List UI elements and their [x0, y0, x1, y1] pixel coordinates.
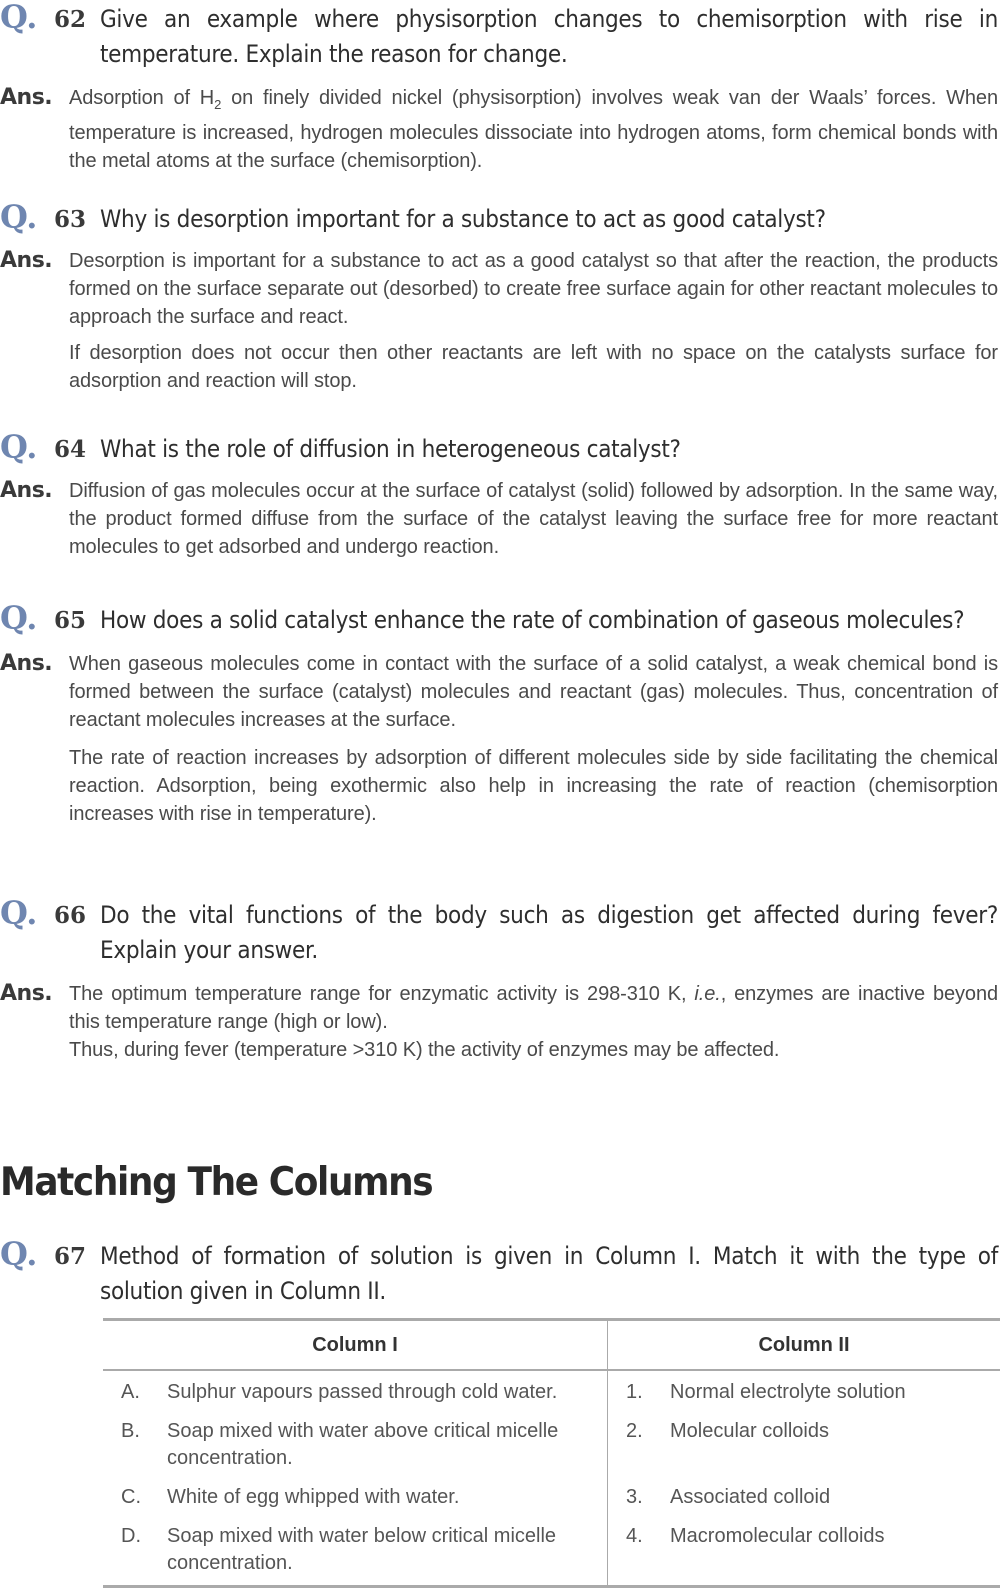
answer-text [69, 980, 998, 1064]
question-header [0, 603, 1000, 638]
question-text: Give an example where physisorption changes to chemisorption with rise in temperature. Explain the reason for change. [100, 2, 998, 72]
answer-label: Ans. [0, 84, 52, 112]
question-65 [0, 603, 1000, 828]
question-62 [0, 2, 1000, 175]
answer-text-part: on finely divided nickel (physisorption) involves weak van der Waals’ forces. When temperature is increased, hydrogen molecules dissociate into hydrogen atoms, form chemical bonds with the metal atoms at the surface (chemisorption). [69, 87, 998, 172]
answer-text [69, 650, 998, 828]
answer-text [69, 247, 998, 395]
answer-label: Ans. [0, 980, 52, 1008]
table-row [103, 1410, 1000, 1476]
question-number: 63 [54, 203, 86, 237]
row-letter: A. [103, 1370, 167, 1410]
question-64 [0, 432, 1000, 561]
answer-block [0, 980, 1000, 1064]
question-header [0, 202, 1000, 237]
row-column-1-text: White of egg whipped with water. [167, 1476, 608, 1515]
question-header [0, 898, 1000, 968]
matching-table [103, 1318, 1000, 1588]
question-number: 66 [54, 899, 86, 933]
answer-block [0, 84, 1000, 175]
question-text: Do the vital functions of the body such as digestion get affected during fever? Explain your answer. [100, 898, 998, 968]
section-heading: Matching The Columns [0, 1160, 432, 1205]
question-67 [0, 1239, 1000, 1309]
answer-label: Ans. [0, 650, 52, 678]
answer-paragraph: Diffusion of gas molecules occur at the surface of catalyst (solid) followed by adsorption. In the same way, the product formed diffuse from the surface of the catalyst leaving the surface free for more reactant molecules to get adsorbed and undergo reaction. [69, 477, 998, 561]
question-mark: Q. [0, 0, 37, 34]
question-text: Why is desorption important for a substance to act as good catalyst? [100, 202, 998, 237]
question-number: 62 [54, 3, 86, 37]
table-header-row [103, 1320, 1000, 1371]
row-column-1-text: Sulphur vapours passed through cold water. [167, 1370, 608, 1410]
answer-block [0, 477, 1000, 561]
question-number: 65 [54, 604, 86, 638]
answer-block [0, 247, 1000, 395]
question-text: Method of formation of solution is given in Column I. Match it with the type of solution given in Column II. [100, 1239, 998, 1309]
question-number: 64 [54, 433, 86, 467]
answer-paragraph: If desorption does not occur then other reactants are left with no space on the catalysts surface for adsorption and reaction will stop. [69, 339, 998, 395]
question-63 [0, 202, 1000, 395]
row-column-1-text: Soap mixed with water below critical micelle concentration. [167, 1515, 608, 1587]
answer-paragraph: When gaseous molecules come in contact with the surface of a solid catalyst, a weak chemical bond is formed between the surface (catalyst) molecules and reactant (gas) molecules. Thus, concentration of reactant molecules increases at the surface. [69, 650, 998, 734]
row-column-2-text: Associated colloid [670, 1476, 1000, 1515]
row-letter: C. [103, 1476, 167, 1515]
question-text: What is the role of diffusion in heterogeneous catalyst? [100, 432, 998, 467]
row-column-2-text: Normal electrolyte solution [670, 1370, 1000, 1410]
answer-label: Ans. [0, 477, 52, 505]
question-mark: Q. [0, 896, 37, 930]
row-column-2-text: Macromolecular colloids [670, 1515, 1000, 1587]
row-number: 3. [608, 1476, 671, 1515]
answer-italic: i.e. [694, 983, 720, 1005]
question-header [0, 1239, 1000, 1309]
answer-text [69, 477, 998, 561]
question-mark: Q. [0, 601, 37, 635]
question-text: How does a solid catalyst enhance the rate of combination of gaseous molecules? [100, 603, 998, 638]
answer-paragraph: Desorption is important for a substance to act as a good catalyst so that after the reaction, the products formed on the surface separate out (desorbed) to create free surface again for other reactant molecules to approach the surface and react. [69, 247, 998, 331]
answer-text [69, 84, 998, 175]
answer-paragraph: Thus, during fever (temperature >310 K) the activity of enzymes may be affected. [69, 1036, 998, 1064]
table-row [103, 1370, 1000, 1410]
answer-text-part: , enzymes are inactive beyond this temperature range (high or low). [69, 983, 998, 1033]
answer-paragraph: The rate of reaction increases by adsorption of different molecules side by side facilitating the chemical reaction. Adsorption, being exothermic also help in increasing the rate of reaction (chemisorption increases with rise in temperature). [69, 744, 998, 828]
question-mark: Q. [0, 430, 37, 464]
question-header [0, 2, 1000, 72]
question-header [0, 432, 1000, 467]
answer-text-part: Adsorption of H [69, 87, 214, 109]
table-row [103, 1515, 1000, 1587]
subscript: 2 [214, 97, 221, 112]
row-number: 1. [608, 1370, 671, 1410]
question-66 [0, 898, 1000, 1064]
answer-text-part: The optimum temperature range for enzymatic activity is 298-310 K, [69, 983, 694, 1005]
column-1-header: Column I [103, 1320, 608, 1371]
answer-label: Ans. [0, 247, 52, 275]
question-mark: Q. [0, 200, 37, 234]
row-number: 2. [608, 1410, 671, 1476]
row-letter: D. [103, 1515, 167, 1587]
column-2-header: Column II [608, 1320, 1000, 1371]
row-number: 4. [608, 1515, 671, 1587]
question-mark: Q. [0, 1237, 37, 1271]
table-row [103, 1476, 1000, 1515]
row-letter: B. [103, 1410, 167, 1476]
row-column-1-text: Soap mixed with water above critical micelle concentration. [167, 1410, 608, 1476]
answer-block [0, 650, 1000, 828]
question-number: 67 [54, 1240, 86, 1274]
row-column-2-text: Molecular colloids [670, 1410, 1000, 1476]
